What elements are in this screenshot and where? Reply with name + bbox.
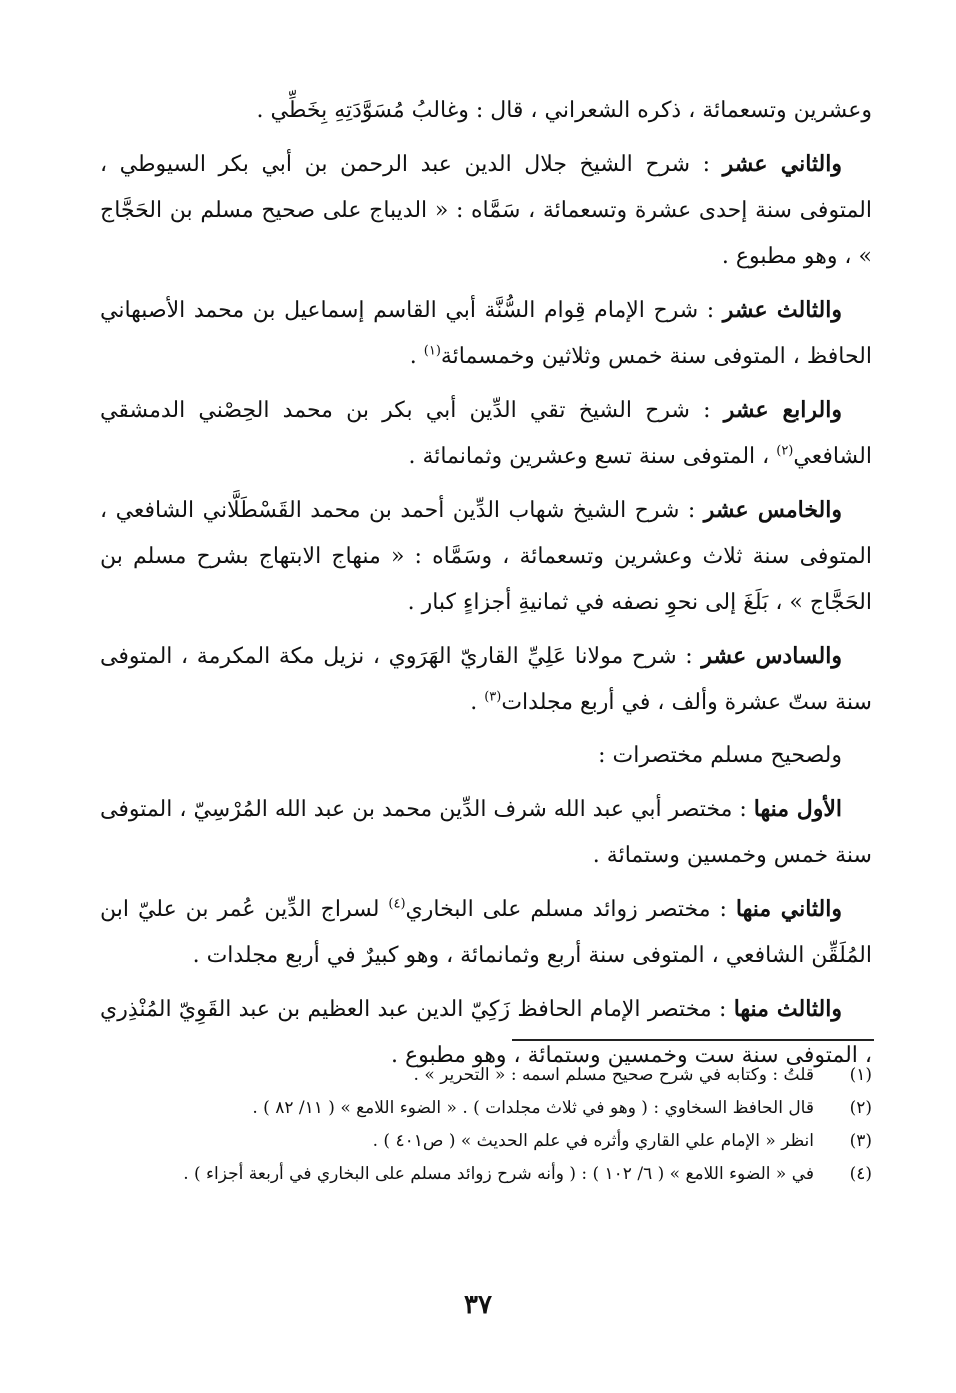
paragraph-text: : مختصر الإمام الحافظ زَكِيّ الدين عبد العظيم بن عبد القَوِيّ المُنْذِري ، المتوفى سنة ست وخمسين وستمائة ، وهو مطبوع . [100,997,872,1068]
footnote-number: (٢) [849,1098,872,1118]
paragraph-text: : شرح الشيخ شهاب الدِّين أحمد بن محمد القَسْطَلَّاني الشافعي ، المتوفى سنة ثلاث وعشرين وتسعمائة ، وسَمَّاه : « منهاج الابتهاج بشرح مسلم بن الحَجَّاج » ، بَلَغَ إلى نحوِ نصفه في ثمانيةِ أجزاءٍ كبار . [100,498,872,615]
footnote-marker[interactable]: (٣) [484,689,502,705]
paragraph-sharh-13 [100,287,872,380]
page-number: ٣٧ [464,1290,492,1320]
paragraph-text-end: ، المتوفى سنة تسع وعشرين وثمانمائة . [408,444,777,469]
paragraph-abridgements-intro [100,733,872,779]
paragraph-text: : شرح الشيخ جلال الدين عبد الرحمن بن أبي بكر السيوطي ، المتوفى سنة إحدى عشرة وتسعمائة ، سَمَّاه : « الديباج على صحيح مسلم بن الحَجَّاج » ، وهو مطبوع . [100,152,872,269]
paragraph-sharh-14 [100,387,872,480]
footnote-marker[interactable]: (١) [423,343,441,359]
footnote-divider [512,1039,874,1041]
paragraph-text: : شرح الشيخ تقي الدِّين أبي بكر بن محمد الحِصْني الدمشقي الشافعي [100,398,872,469]
paragraph-heading: والسادس عشر [701,643,842,669]
footnote-text: في « الضوء اللامع » ( ٦/ ١٠٢ ) : ( وأنه شرح زوائد مسلم على البخاري في أربعة أجزاء ) . [183,1164,814,1184]
paragraph-text-end: . [470,690,485,715]
footnote-1 [100,1060,872,1091]
paragraph-heading: والثالث منها [733,996,843,1022]
paragraph-heading: الأول منها [753,796,842,822]
main-text [100,88,872,1086]
paragraph-text: : شرح مولانا عَلِيِّ القاريّ الهَرَوي ، نزيل مكة المكرمة ، المتوفى سنة ستّ عشرة وألف ، في أربع مجلدات [100,644,872,715]
paragraph-sharh-15 [100,487,872,626]
footnote-marker[interactable]: (٢) [776,443,794,459]
paragraph-heading: والرابع عشر [723,397,842,423]
footnote-text: قلتُ : وكتابه في شرح صحيح مسلم اسمه : « التحرير » . [413,1065,814,1085]
footnote-2 [100,1093,872,1124]
paragraph-mukhtasar-2 [100,886,872,979]
paragraph-continuation [100,88,872,134]
paragraph-text: : مختصر زوائد مسلم على البخاري [405,897,736,922]
footnote-3 [100,1126,872,1157]
footnote-number: (١) [849,1065,872,1085]
paragraph-text: : شرح الإمام قِوام السُّنَّة أبي القاسم إسماعيل بن محمد الأصبهاني الحافظ ، المتوفى سنة خمس وثلاثين وخمسمائة [100,298,872,369]
footnote-number: (٣) [849,1131,872,1151]
paragraph-text: وعشرين وتسعمائة ، ذكره الشعراني ، قال : وغالبُ مُسَوَّدَتِهِ بِخَطِّي . [256,98,872,123]
paragraph-text: : مختصر أبي عبد الله شرف الدِّين محمد بن عبد الله المُرْسِيّ ، المتوفى سنة خمس وخمسين وستمائة . [99,797,872,868]
paragraph-heading: والثاني عشر [722,151,842,177]
paragraph-mukhtasar-1 [100,786,872,879]
paragraph-heading: والخامس عشر [703,497,842,523]
footnotes [100,1060,872,1192]
footnote-4 [100,1159,872,1190]
footnote-number: (٤) [849,1164,872,1184]
paragraph-heading: والثالث عشر [722,297,842,323]
paragraph-sharh-16 [100,633,872,726]
paragraph-text-end: لسراج الدِّين عُمر بن عليّ ابن المُلَقِّن الشافعي ، المتوفى سنة أربع وثمانمائة ، وهو كبيرٌ في أربع مجلدات . [100,897,872,968]
footnote-marker[interactable]: (٤) [388,896,406,912]
paragraph-text-end: . [409,344,424,369]
footnote-text: انظر « الإمام علي القاري وأثره في علم الحديث » ( ص٤٠١ ) . [372,1131,814,1151]
paragraph-text: ولصحيح مسلم مختصرات : [598,743,842,768]
paragraph-sharh-12 [100,141,872,280]
paragraph-heading: والثاني منها [735,896,842,922]
footnote-text: قال الحافظ السخاوي : ( وهو في ثلاث مجلدات ) . « الضوء اللامع » ( ١١/ ٨٢ ) . [252,1098,814,1118]
